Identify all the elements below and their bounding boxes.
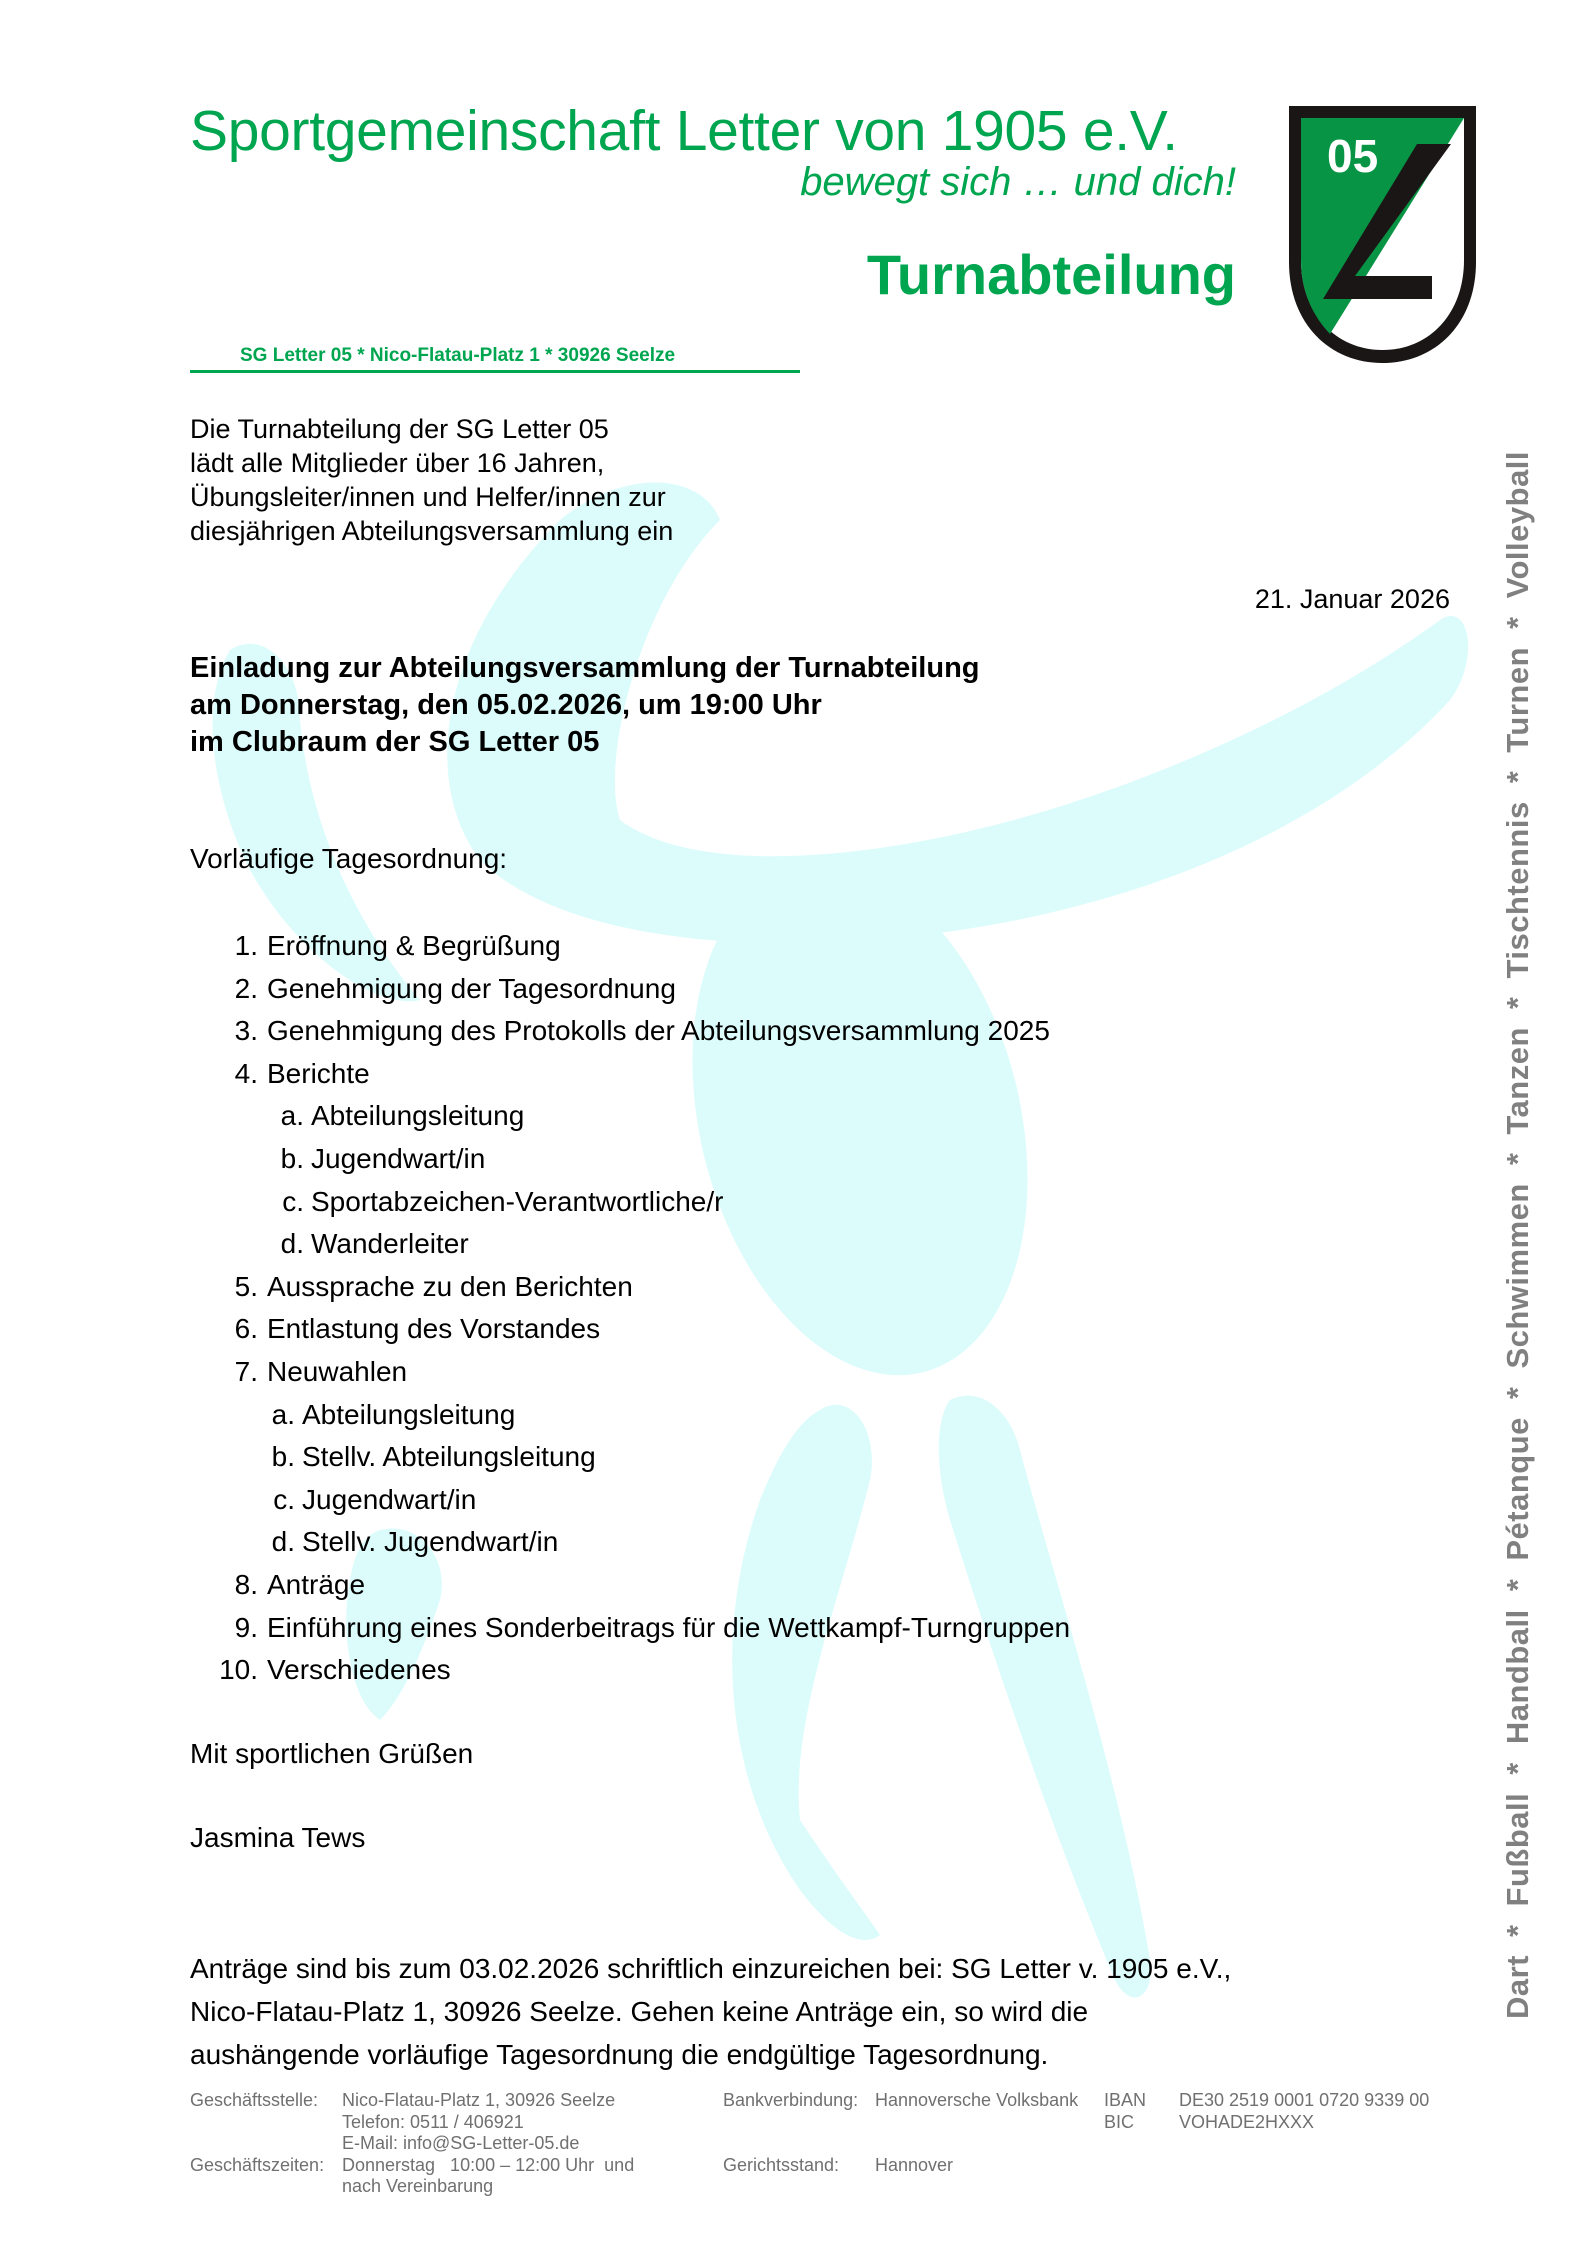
agenda-item-text: Entlastung des Vorstandes [267, 1313, 601, 1345]
closing-greeting: Mit sportlichen Grüßen [190, 1738, 474, 1769]
agenda-item-number: 1. [234, 930, 258, 961]
footer-phone: Telefon: 0511 / 406921 [342, 2111, 524, 2132]
agenda-item-number: b. [271, 1441, 295, 1473]
footer-office-address: Nico-Flatau-Platz 1, 30926 Seelze [342, 2090, 616, 2110]
agenda-item-text: Abteilungsleitung [302, 1398, 516, 1430]
intro-line: lädt alle Mitglieder über 16 Jahren, [190, 448, 605, 478]
sport-item: Volleyball [1500, 450, 1535, 599]
footer-bank-codes [1179, 2090, 1429, 2133]
watermark-left-leg [732, 1405, 880, 1940]
invitation-heading [190, 650, 980, 761]
agenda-item-text: Einführung eines Sonderbeitrags für die Wettkampf-Turngruppen [267, 1611, 1071, 1643]
sender-address: SG Letter 05 * Nico-Flatau-Platz 1 * 30926 Seelze [240, 345, 676, 366]
agenda-item-number: 4. [234, 1057, 258, 1089]
footer-hours: Donnerstag 10:00 – 12:00 Uhr und [342, 2154, 635, 2175]
sports-sidebar [1488, 380, 1548, 2090]
footer-iban: DE30 2519 0001 0720 9339 00 [1179, 2090, 1430, 2110]
agenda-item-number: 3. [234, 1015, 258, 1047]
agenda-item-text: Stellv. Jugendwart/in [302, 1526, 559, 1558]
heading-line: im Clubraum der SG Letter 05 [190, 726, 600, 758]
footer-court-label: Gerichtsstand: [723, 2154, 840, 2175]
footer-bic-label: BIC [1104, 2111, 1135, 2132]
agenda-item-text: Berichte [267, 1057, 370, 1089]
sports-separator: * [1500, 616, 1535, 629]
agenda-item-text: Wanderleiter [311, 1228, 469, 1260]
footer-bank-name: Hannoversche Volksbank [875, 2090, 1079, 2110]
agenda-item-number: c. [282, 1185, 304, 1217]
submission-notice [190, 1947, 1460, 2076]
agenda-item-text: Anträge [267, 1568, 366, 1600]
sports-separator: * [1500, 1152, 1535, 1166]
agenda-item-number: 10. [219, 1654, 258, 1686]
sports-separator: * [1500, 1386, 1535, 1400]
footer-office-values [342, 2090, 634, 2198]
footer-email[interactable]: E-Mail: info@SG-Letter-05.de [342, 2133, 580, 2153]
intro-line: Die Turnabteilung der SG Letter 05 [190, 414, 609, 444]
sports-separator: * [1500, 770, 1535, 784]
agenda-item-number: 2. [234, 972, 258, 1004]
notice-line: Nico-Flatau-Platz 1, 30926 Seelze. Gehen keine Anträge ein, so wird die [190, 1996, 1089, 2027]
agenda-item-number: 8. [234, 1568, 258, 1600]
club-slogan: bewegt sich … und dich! [800, 160, 1236, 204]
club-crest-logo [1285, 102, 1480, 367]
footer-bank-values [875, 2090, 1078, 2176]
agenda-item-text: Genehmigung des Protokolls der Abteilungsversammlung 2025 [267, 1015, 1050, 1047]
agenda-item-number: a. [271, 1398, 295, 1430]
department-title: Turnabteilung [866, 243, 1236, 306]
notice-line: aushängende vorläufige Tagesordnung die endgültige Tagesordnung. [190, 2039, 1049, 2070]
sports-separator: * [1500, 1578, 1535, 1592]
sports-list [1500, 451, 1536, 2019]
sport-item: Schwimmen [1500, 1183, 1535, 1369]
sport-item: Pétanque [1500, 1417, 1535, 1561]
agenda-item-text: Eröffnung & Begrüßung [267, 930, 561, 961]
sport-item: Handball [1500, 1609, 1535, 1745]
agenda-item-text: Jugendwart/in [311, 1142, 486, 1174]
footer-bank-labels [723, 2090, 858, 2176]
agenda-item-text: Abteilungsleitung [311, 1100, 525, 1132]
watermark-right-leg [939, 1396, 1151, 1998]
intro-line: Übungsleiter/innen und Helfer/innen zur [190, 482, 666, 512]
agenda-item-text: Aussprache zu den Berichten [267, 1270, 633, 1302]
agenda-item-text: Neuwahlen [267, 1355, 408, 1387]
sports-separator: * [1500, 1924, 1535, 1938]
agenda-item-text: Jugendwart/in [302, 1483, 477, 1515]
agenda-item-number: b. [280, 1142, 304, 1174]
club-name: Sportgemeinschaft Letter von 1905 e.V. [190, 99, 1178, 163]
sender-address-line [190, 343, 800, 373]
agenda-item-number: c. [273, 1483, 295, 1515]
agenda-item-number: a. [280, 1100, 304, 1132]
agenda-item-number: d. [271, 1526, 295, 1558]
agenda-title: Vorläufige Tagesordnung: [190, 843, 508, 874]
sports-separator: * [1500, 996, 1535, 1010]
sport-item: Tischtennis [1500, 801, 1535, 979]
agenda-item-number: d. [280, 1228, 304, 1260]
heading-line: am Donnerstag, den 05.02.2026, um 19:00 Uhr [190, 689, 822, 721]
agenda-item-number: 6. [234, 1313, 258, 1345]
agenda-item-number: 5. [234, 1270, 258, 1302]
agenda-item-text: Stellv. Abteilungsleitung [302, 1441, 596, 1473]
letter-date: 21. Januar 2026 [1254, 584, 1450, 614]
signer-name: Jasmina Tews [190, 1822, 366, 1853]
heading-line: Einladung zur Abteilungsversammlung der Turnabteilung [190, 652, 980, 684]
sport-item: Dart [1500, 1955, 1535, 2020]
sports-separator: * [1500, 1762, 1535, 1775]
footer-hours-label: Geschäftszeiten: [190, 2154, 325, 2175]
footer-bank-codes-labels [1104, 2090, 1146, 2133]
footer-hours-note: nach Vereinbarung [342, 2176, 494, 2196]
footer-office-labels [190, 2090, 324, 2176]
notice-line: Anträge sind bis zum 03.02.2026 schriftlich einzureichen bei: SG Letter v. 1905 e.V., [190, 1953, 1232, 1984]
intro-text [190, 412, 673, 548]
footer-bank-label: Bankverbindung: [723, 2090, 859, 2110]
agenda-item-text: Verschiedenes [267, 1654, 451, 1686]
sport-item: Tanzen [1500, 1027, 1535, 1135]
agenda-item-number: 7. [234, 1355, 258, 1387]
footer-court: Hannover [875, 2154, 954, 2175]
footer-iban-label: IBAN [1104, 2090, 1147, 2110]
sport-item: Turnen [1500, 646, 1535, 753]
crest-number: 05 [1327, 130, 1379, 182]
footer-office-label: Geschäftsstelle: [190, 2090, 319, 2110]
footer-bic: VOHADE2HXXX [1179, 2111, 1315, 2132]
agenda-item-text: Genehmigung der Tagesordnung [267, 972, 676, 1004]
sport-item: Fußball [1500, 1792, 1535, 1907]
agenda-item-number: 9. [234, 1611, 258, 1643]
agenda-item-text: Sportabzeichen-Verantwortliche/r [311, 1185, 724, 1217]
intro-line: diesjährigen Abteilungsversammlung ein [190, 516, 674, 546]
